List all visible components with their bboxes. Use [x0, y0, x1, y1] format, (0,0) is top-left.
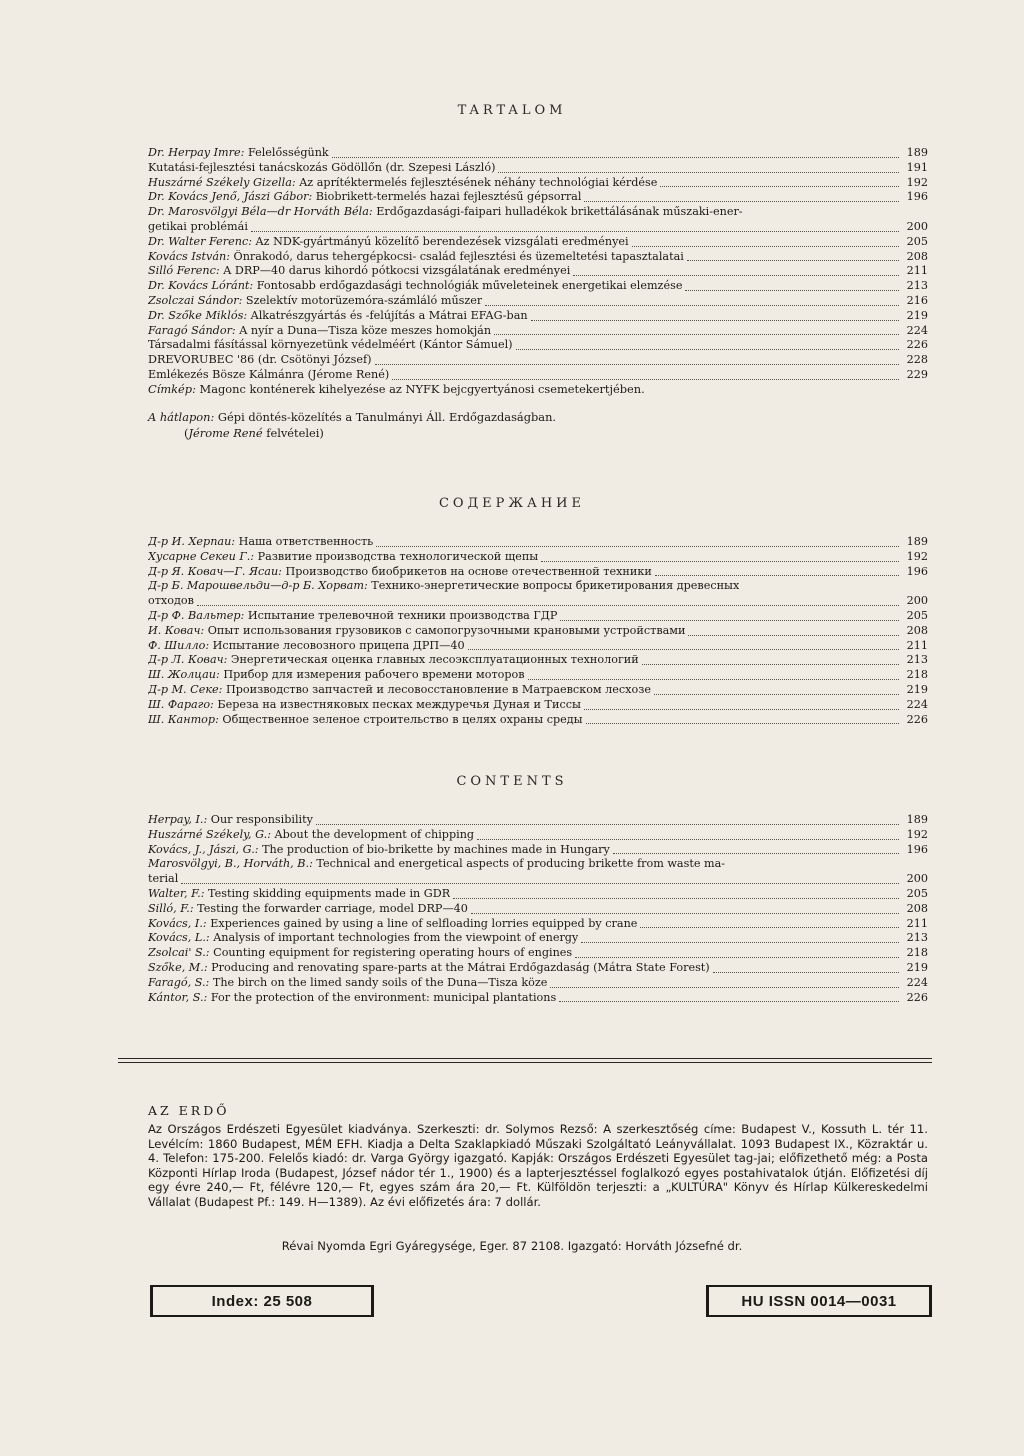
toc-entry-title: Testing the forwarder carriage, model DRP—40: [193, 901, 468, 915]
toc-entry-page: 216: [906, 293, 928, 307]
toc-entry-page: 196: [906, 190, 928, 204]
toc-entry-title: Береза на известняковых песках междуречья Дуная и Тиссы: [213, 697, 581, 711]
toc-entry: [148, 683, 928, 698]
toc-entry-page: 200: [906, 594, 928, 608]
toc-russian: [148, 535, 928, 727]
toc-entry-title: Technical and energetical aspects of producing brikette from waste ma-: [312, 857, 726, 871]
toc-entry-title: Szelektív motorüzemóra-számláló műszer: [242, 293, 483, 307]
toc-entry: [148, 176, 928, 191]
toc-entry-title: Прибор для измерения рабочего времени моторов: [219, 668, 525, 682]
toc-entry-title: terial: [148, 872, 179, 886]
toc-leader-dots: [376, 546, 899, 547]
toc-entry-author: Д-р М. Секе:: [148, 682, 223, 696]
toc-entry-title: отходов: [148, 594, 194, 608]
toc-entry-page: 200: [906, 872, 928, 886]
toc-entry-page: 219: [906, 308, 928, 322]
toc-entry: [148, 309, 928, 324]
toc-entry: [148, 294, 928, 309]
toc-entry-page: 229: [906, 367, 928, 381]
toc-leader-dots: [531, 320, 899, 321]
toc-entry-author: Faragó, S.:: [148, 975, 210, 989]
toc-leader-dots: [316, 824, 899, 825]
toc-entry-author: Marosvölgyi, B., Horváth, B.:: [148, 857, 313, 871]
toc-leader-dots: [494, 334, 899, 335]
toc-leader-dots: [688, 635, 899, 636]
toc-leader-dots: [655, 575, 899, 576]
toc-entry: [148, 324, 928, 339]
toc-entry-title: Развитие производства технологической щепы: [254, 549, 539, 563]
toc-entry-title: Alkatrészgyártás és -felújítás a Mátrai EFAG-ban: [247, 308, 528, 322]
toc-entry-page: 226: [906, 712, 928, 726]
toc-entry-page: 192: [906, 549, 928, 563]
toc-entry-title: A DRP—40 darus kihordó pótkocsi vizsgálatának eredményei: [219, 264, 571, 278]
toc-entry-author: Walter, F.:: [148, 886, 205, 900]
cover-note: [148, 382, 645, 397]
toc-leader-dots: [560, 620, 899, 621]
toc-leader-dots: [575, 957, 899, 958]
toc-entry-author: Д-р И. Херпаи:: [148, 535, 236, 548]
toc-entry-title: Производство биобрикетов на основе отечественной техники: [281, 564, 652, 578]
toc-entry-title: Testing skidding equipments made in GDR: [204, 886, 451, 900]
toc-entry-page: 226: [906, 338, 928, 352]
toc-leader-dots: [541, 561, 899, 562]
toc-entry-author: Herpay, I.:: [148, 813, 208, 826]
toc-leader-dots: [632, 246, 899, 247]
back-note: [148, 410, 556, 425]
toc-leader-dots: [471, 913, 899, 914]
photo-credit-name: Jérome René: [188, 426, 263, 440]
toc-entry: [148, 161, 928, 176]
toc-entry: [148, 205, 928, 220]
toc-entry-page: 208: [906, 901, 928, 915]
toc-entry-page: 200: [906, 219, 928, 233]
toc-leader-dots: [586, 723, 899, 724]
toc-entry: [148, 946, 928, 961]
toc-entry: [148, 579, 928, 594]
toc-leader-dots: [660, 186, 899, 187]
toc-entry-title: Az NDK-gyártmányú közelítő berendezések vizsgálati eredményei: [251, 234, 629, 248]
toc-leader-dots: [584, 709, 899, 710]
toc-entry-title: Fontosabb erdőgazdasági technológiák műveleteinek energetikai elemzése: [253, 279, 683, 293]
toc-entry-author: Kovács István:: [148, 249, 230, 263]
toc-entry-page: 211: [906, 264, 928, 278]
toc-entry: [148, 653, 928, 668]
toc-entry-title: Our responsibility: [207, 813, 313, 826]
divider-rule-top: [118, 1058, 932, 1059]
toc-hungarian: [148, 146, 928, 383]
toc-entry-author: Silló Ferenc:: [148, 264, 220, 278]
toc-entry-title: DREVORUBEC '86 (dr. Csötönyi József): [148, 353, 372, 367]
toc-entry-title: For the protection of the environment: municipal plantations: [207, 990, 557, 1004]
toc-entry-author: Д-р Б. Марошвельди—д-р Б. Хорват:: [148, 579, 368, 593]
toc-entry: [148, 338, 928, 353]
toc-entry: [148, 368, 928, 383]
divider-rule-bottom: [118, 1062, 932, 1063]
toc-entry: [148, 639, 928, 654]
toc-entry: [148, 828, 928, 843]
toc-entry-page: 196: [906, 842, 928, 856]
toc-leader-dots: [584, 201, 899, 202]
toc-entry-page: 205: [906, 234, 928, 248]
toc-leader-dots: [197, 605, 899, 606]
toc-entry: [148, 813, 928, 828]
toc-entry-page: 189: [906, 813, 928, 826]
toc-entry: [148, 565, 928, 580]
toc-entry: [148, 146, 928, 161]
soderzhanie-heading: СОДЕРЖАНИЕ: [438, 496, 586, 511]
toc-entry-page: 191: [906, 160, 928, 174]
toc-entry: [148, 872, 928, 887]
toc-entry-author: Faragó Sándor:: [148, 323, 236, 337]
toc-leader-dots: [181, 883, 899, 884]
toc-entry: [148, 961, 928, 976]
toc-entry-title: About the development of chipping: [270, 827, 475, 841]
toc-entry-page: 218: [906, 946, 928, 960]
toc-entry-author: Huszárné Székely Gizella:: [148, 175, 296, 189]
toc-entry-title: Kutatási-fejlesztési tanácskozás Gödöllőn (dr. Szepesi László): [148, 160, 496, 174]
toc-entry-title: Энергетическая оценка главных лесоэксплуатационных технологий: [227, 653, 639, 667]
toc-leader-dots: [468, 649, 899, 650]
toc-entry-page: 213: [906, 279, 928, 293]
toc-entry-page: 213: [906, 931, 928, 945]
toc-entry-page: 208: [906, 623, 928, 637]
toc-leader-dots: [392, 379, 899, 380]
toc-entry: [148, 931, 928, 946]
toc-entry: [148, 535, 928, 550]
back-text: Gépi döntés-közelítés a Tanulmányi Áll. Erdőgazdaságban.: [214, 410, 557, 424]
contents-heading: CONTENTS: [456, 774, 568, 789]
toc-entry-author: Kovács, J., Jászi, G.:: [148, 842, 259, 856]
toc-leader-dots: [642, 664, 899, 665]
photo-credit: (Jérome René felvételei): [184, 426, 324, 440]
toc-leader-dots: [485, 305, 899, 306]
toc-entry-title: getikai problémái: [148, 219, 248, 233]
toc-entry-page: 196: [906, 564, 928, 578]
toc-entry-author: Szőke, M.:: [148, 960, 208, 974]
toc-entry: [148, 279, 928, 294]
toc-entry-author: Kántor, S.:: [148, 990, 208, 1004]
toc-leader-dots: [685, 290, 899, 291]
toc-entry: [148, 976, 928, 991]
toc-entry-page: 226: [906, 990, 928, 1004]
toc-entry-page: 213: [906, 653, 928, 667]
toc-entry-page: 208: [906, 249, 928, 263]
toc-entry-author: Zsolcai' S.:: [148, 946, 210, 960]
toc-leader-dots: [550, 987, 899, 988]
toc-entry-page: 205: [906, 608, 928, 622]
toc-entry: [148, 668, 928, 683]
toc-entry: [148, 713, 928, 728]
toc-entry-title: Испытание лесовозного прицепа ДРП—40: [209, 638, 465, 652]
toc-entry-title: Felelősségünk: [244, 146, 329, 159]
toc-entry-title: A nyír a Duna—Tisza köze meszes homokján: [235, 323, 492, 337]
toc-leader-dots: [654, 694, 899, 695]
toc-entry-page: 219: [906, 682, 928, 696]
toc-leader-dots: [581, 942, 899, 943]
toc-entry-title: Társadalmi fásítással környezetünk védelméért (Kántor Sámuel): [148, 338, 513, 352]
toc-entry-title: Опыт использования грузовиков с самопогрузочными крановыми устройствами: [204, 623, 686, 637]
toc-entry-author: Dr. Szőke Miklós:: [148, 308, 248, 322]
toc-entry: [148, 190, 928, 205]
toc-leader-dots: [516, 349, 899, 350]
toc-entry-author: Huszárné Székely, G.:: [148, 827, 271, 841]
toc-entry-title: Emlékezés Bösze Kálmánra (Jérome René): [148, 367, 390, 381]
toc-entry: [148, 609, 928, 624]
toc-entry: [148, 250, 928, 265]
toc-entry: [148, 220, 928, 235]
toc-entry-author: Ш. Кантор:: [148, 712, 219, 726]
tartalom-heading: TARTALOM: [457, 103, 567, 118]
toc-entry-page: 211: [906, 916, 928, 930]
toc-entry-page: 219: [906, 960, 928, 974]
colophon-text: Az Országos Erdészeti Egyesület kiadványa. Szerkeszti: dr. Solymos Rezső: A szerkesztőség címe: Budapest V., Kossuth L. tér 11. Levélcím: 1860 Budapest, MÉM EFH. Kiadja a Delta Szaklapkiadó Műszaki Szolgáltató Leányvállalat. 1093 Budapest IX., Közraktár u. 4. Telefon: 175-200. Felelős kiadó: dr. Varga György igazgató. Kapják: Országos Erdészeti Egyesület tag-jai; előfizethető még: a Posta Központi Hírlap Iroda (Budapest, József nádor tér 1., 1900) és a lapterjesztéssel foglalkozó egyes postahivatalok útján. Előfizetési díj egy évre 240,— Ft, félévre 120,— Ft, egyes szám ára 20,— Ft. Külföldön terjeszti: a „KULTÚRA" Könyv és Hírlap Külkereskedelmi Vállalat (Budapest Pf.: 149. H—1389). Az évi előfizetés ára: 7 dollár.: [148, 1122, 928, 1209]
toc-entry-author: Kovács, L.:: [148, 931, 210, 945]
toc-entry: [148, 698, 928, 713]
toc-entry: [148, 550, 928, 565]
toc-leader-dots: [477, 839, 899, 840]
toc-english: [148, 813, 928, 1005]
toc-entry-author: Silló, F.:: [148, 901, 194, 915]
toc-entry-author: Dr. Herpay Imre:: [148, 146, 245, 159]
toc-entry: [148, 264, 928, 279]
toc-entry-page: 224: [906, 323, 928, 337]
index-box: Index: 25 508: [150, 1285, 374, 1317]
toc-entry-author: Ш. Фараго:: [148, 697, 214, 711]
cover-label: Címkép:: [148, 382, 196, 396]
back-label: A hátlapon:: [148, 410, 215, 424]
issn-box: HU ISSN 0014—0031: [706, 1285, 932, 1317]
toc-leader-dots: [559, 1001, 899, 1002]
toc-entry-page: 189: [906, 535, 928, 548]
toc-entry-title: Counting equipment for registering operating hours of engines: [209, 946, 573, 960]
toc-leader-dots: [528, 679, 899, 680]
toc-entry-page: 205: [906, 886, 928, 900]
toc-entry-author: Dr. Kovács Jenő, Jászi Gábor:: [148, 190, 313, 204]
toc-entry-title: Erdőgazdasági-faipari hulladékok brikettálásának műszaki-ener-: [372, 205, 743, 219]
toc-entry-title: Experiences gained by using a line of selfloading lorries equipped by crane: [206, 916, 638, 930]
toc-entry-page: 228: [906, 353, 928, 367]
toc-entry-title: Испытание трелевочной техники производства ГДР: [244, 608, 558, 622]
toc-entry-author: Хусарне Секеи Г.:: [148, 549, 255, 563]
toc-entry-author: Kovács, I.:: [148, 916, 207, 930]
toc-leader-dots: [640, 927, 899, 928]
toc-leader-dots: [251, 231, 899, 232]
toc-entry-author: И. Ковач:: [148, 623, 205, 637]
toc-entry-author: Д-р Л. Ковач:: [148, 653, 228, 667]
colophon-title: AZ ERDŐ: [148, 1103, 230, 1118]
toc-entry-author: Д-р Ф. Вальтер:: [148, 608, 245, 622]
toc-leader-dots: [453, 898, 899, 899]
toc-entry-author: Zsolczai Sándor:: [148, 293, 243, 307]
toc-entry-page: 192: [906, 827, 928, 841]
toc-entry-title: Önrakodó, darus tehergépkocsi- család fejlesztési és üzemeltetési tapasztalatai: [229, 249, 684, 263]
toc-leader-dots: [573, 275, 899, 276]
printer-line: Révai Nyomda Egri Gyáregysége, Eger. 87 2108. Igazgató: Horváth Józsefné dr.: [281, 1239, 743, 1253]
toc-entry-page: 189: [906, 146, 928, 159]
toc-entry-author: Ш. Жолцаи:: [148, 668, 220, 682]
toc-entry-title: Технико-энергетические вопросы брикетирования древесных: [367, 579, 740, 593]
toc-entry: [148, 857, 928, 872]
toc-entry-author: Dr. Kovács Lóránt:: [148, 279, 254, 293]
toc-leader-dots: [332, 157, 899, 158]
toc-entry-author: Д-р Я. Ковач—Г. Ясаи:: [148, 564, 282, 578]
toc-leader-dots: [498, 172, 899, 173]
toc-entry-page: 224: [906, 975, 928, 989]
toc-entry-title: Biobrikett-termelés hazai fejlesztésű gépsorral: [312, 190, 582, 204]
toc-entry-title: Наша ответственность: [235, 535, 374, 548]
toc-leader-dots: [713, 972, 899, 973]
toc-entry-title: Общественное зеленое строительство в целях охраны среды: [218, 712, 583, 726]
toc-entry-author: Dr. Walter Ferenc:: [148, 234, 252, 248]
toc-entry-page: 224: [906, 697, 928, 711]
toc-entry: [148, 991, 928, 1006]
toc-entry: [148, 887, 928, 902]
toc-entry-author: Dr. Marosvölgyi Béla—dr Horváth Béla:: [148, 205, 373, 219]
toc-entry-title: Производство запчастей и лесовосстановление в Матраевском лесхозе: [222, 682, 651, 696]
toc-entry-title: Producing and renovating spare-parts at the Mátrai Erdőgazdaság (Mátra State Forest): [207, 960, 710, 974]
toc-entry: [148, 624, 928, 639]
toc-entry-author: Ф. Шилло:: [148, 638, 210, 652]
toc-entry-page: 192: [906, 175, 928, 189]
cover-text: Magonc konténerek kihelyezése az NYFK bejcgyertyánosi csemetekertjében.: [195, 382, 645, 396]
toc-entry-title: The birch on the limed sandy soils of the Duna—Tisza köze: [209, 975, 548, 989]
toc-leader-dots: [687, 260, 899, 261]
toc-leader-dots: [613, 853, 899, 854]
toc-entry: [148, 843, 928, 858]
toc-entry-title: Analysis of important technologies from the viewpoint of energy: [209, 931, 579, 945]
toc-entry-title: Az aprítéktermelés fejlesztésének néhány technológiai kérdése: [295, 175, 658, 189]
toc-entry: [148, 917, 928, 932]
toc-entry: [148, 902, 928, 917]
toc-leader-dots: [375, 364, 899, 365]
toc-entry: [148, 353, 928, 368]
toc-entry-title: The production of bio-brikette by machines made in Hungary: [258, 842, 610, 856]
toc-entry: [148, 235, 928, 250]
toc-entry: [148, 594, 928, 609]
toc-entry-page: 218: [906, 668, 928, 682]
toc-entry-page: 211: [906, 638, 928, 652]
